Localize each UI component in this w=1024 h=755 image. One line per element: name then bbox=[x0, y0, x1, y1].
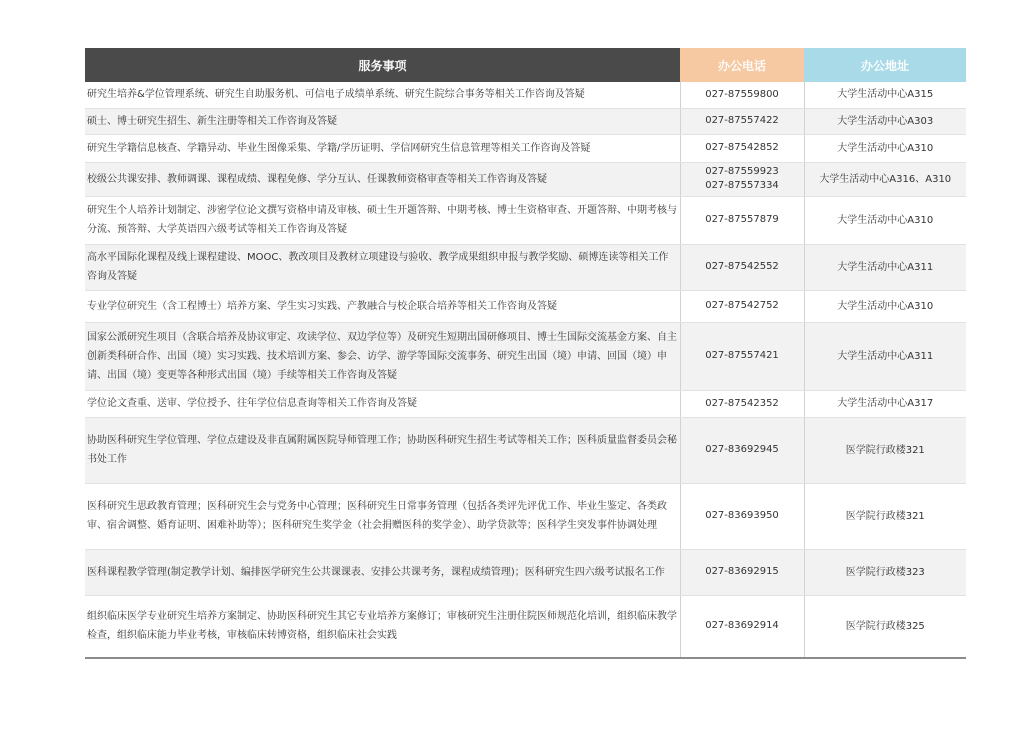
address-cell: 大学生活动中心A311 bbox=[804, 244, 966, 290]
table-row bbox=[85, 290, 966, 322]
address-cell: 大学生活动中心A310 bbox=[804, 290, 966, 322]
phone-cell bbox=[680, 82, 804, 108]
address-cell: 医学院行政楼325 bbox=[804, 595, 966, 658]
table-row bbox=[85, 549, 966, 595]
phone-cell bbox=[680, 134, 804, 162]
table-body bbox=[85, 82, 966, 658]
phone-cell bbox=[680, 290, 804, 322]
table-row bbox=[85, 134, 966, 162]
service-cell: 国家公派研究生项目（含联合培养及协议审定、攻读学位、双边学位等）及研究生短期出国研修项目、博士生国际交流基金方案、自主创新类科研合作、出国（境）实习实践、技术培训方案、参会、访学、游学等国际交流事务、研究生出国（境）申请、回国（境）申请、出国（境）变更等各种形式出国（境）手续等相关工作咨询及答疑 bbox=[85, 322, 680, 390]
phone-number: 027-87559800 bbox=[705, 88, 779, 100]
service-cell: 研究生个人培养计划制定、涉密学位论文撰写资格申请及审核、硕士生开题答辩、中期考核、博士生资格审查、开题答辩、中期考核与分流、预答辩、大学英语四六级考试等相关工作咨询及答疑 bbox=[85, 196, 680, 244]
phone-cell bbox=[680, 244, 804, 290]
phone-number: 027-87542552 bbox=[705, 261, 779, 272]
phone-cell bbox=[680, 595, 804, 658]
phone-cell bbox=[680, 549, 804, 595]
phone-cell bbox=[680, 196, 804, 244]
address-cell: 大学生活动中心A303 bbox=[804, 108, 966, 134]
service-cell: 医科课程教学管理(制定教学计划、编排医学研究生公共课课表、安排公共课考务，课程成绩管理)；医科研究生四六级考试报名工作 bbox=[85, 549, 680, 595]
address-cell: 大学生活动中心A310 bbox=[804, 196, 966, 244]
phone-cell bbox=[680, 390, 804, 417]
service-cell: 高水平国际化课程及线上课程建设、MOOC、教改项目及教材立项建设与验收、教学成果组织申报与教学奖励、硕博连读等相关工作咨询及答疑 bbox=[85, 244, 680, 290]
service-cell: 协助医科研究生学位管理、学位点建设及非直属附属医院导师管理工作；协助医科研究生招生考试等相关工作；医科质量监督委员会秘书处工作 bbox=[85, 417, 680, 483]
table-row bbox=[85, 390, 966, 417]
address-cell: 医学院行政楼321 bbox=[804, 417, 966, 483]
table-row bbox=[85, 322, 966, 390]
address-cell: 医学院行政楼323 bbox=[804, 549, 966, 595]
service-cell: 研究生培养&学位管理系统、研究生自助服务机、可信电子成绩单系统、研究生院综合事务等相关工作咨询及答疑 bbox=[85, 82, 680, 108]
service-cell: 校级公共课安排、教师调课、课程成绩、课程免修、学分互认、任课教师资格审查等相关工作咨询及答疑 bbox=[85, 162, 680, 196]
phone-number: 027-83692915 bbox=[705, 566, 779, 577]
table-row bbox=[85, 244, 966, 290]
table-row bbox=[85, 82, 966, 108]
table-row bbox=[85, 483, 966, 549]
phone-cell bbox=[680, 483, 804, 549]
header-service: 服务事项 bbox=[85, 48, 680, 82]
phone-number: 027-83692914 bbox=[705, 620, 779, 632]
phone-cell bbox=[680, 162, 804, 196]
phone-number: 027-87542352 bbox=[705, 397, 779, 409]
phone-cell bbox=[680, 108, 804, 134]
header-row bbox=[85, 48, 966, 82]
service-cell: 组织临床医学专业研究生培养方案制定、协助医科研究生其它专业培养方案修订；审核研究生注册住院医师规范化培训，组织临床教学检查，组织临床能力毕业考核，审核临床转博资格，组织临床社会实践 bbox=[85, 595, 680, 658]
table-row bbox=[85, 162, 966, 196]
phone-number: 027-83693950 bbox=[705, 510, 779, 521]
service-cell: 学位论文查重、送审、学位授予、往年学位信息查询等相关工作咨询及答疑 bbox=[85, 390, 680, 417]
service-cell: 医科研究生思政教育管理；医科研究生会与党务中心管理；医科研究生日常事务管理（包括各类评先评优工作、毕业生鉴定、各类政审、宿舍调整、婚育证明、困难补助等）；医科研究生奖学金（社会捐赠医科的奖学金）、助学贷款等；医科学生突发事件协调处理 bbox=[85, 483, 680, 549]
service-cell: 硕士、博士研究生招生、新生注册等相关工作咨询及答疑 bbox=[85, 108, 680, 134]
phone-number: 027-87542852 bbox=[705, 142, 779, 153]
phone-number: 027-87557879 bbox=[705, 214, 779, 225]
phone-number: 027-87557421 bbox=[705, 350, 779, 361]
phone-number: 027-87557334 bbox=[705, 180, 779, 191]
phone-number: 027-87557422 bbox=[705, 115, 779, 126]
service-cell: 专业学位研究生（含工程博士）培养方案、学生实习实践、产教融合与校企联合培养等相关工作咨询及答疑 bbox=[85, 290, 680, 322]
phone-number: 027-87542752 bbox=[705, 300, 779, 311]
address-cell: 大学生活动中心A317 bbox=[804, 390, 966, 417]
table-row bbox=[85, 108, 966, 134]
address-cell: 大学生活动中心A315 bbox=[804, 82, 966, 108]
table-row bbox=[85, 595, 966, 658]
address-cell: 大学生活动中心A310 bbox=[804, 134, 966, 162]
phone-cell bbox=[680, 322, 804, 390]
address-cell: 大学生活动中心A316、A310 bbox=[804, 162, 966, 196]
header-phone: 办公电话 bbox=[680, 48, 804, 82]
address-cell: 医学院行政楼321 bbox=[804, 483, 966, 549]
service-contact-table bbox=[85, 48, 966, 659]
table-row bbox=[85, 196, 966, 244]
table-header bbox=[85, 48, 966, 82]
phone-number: 027-83692945 bbox=[705, 444, 779, 455]
service-cell: 研究生学籍信息核查、学籍异动、毕业生图像采集、学籍/学历证明、学信网研究生信息管理等相关工作咨询及答疑 bbox=[85, 134, 680, 162]
service-contact-table-container bbox=[85, 48, 966, 659]
table-row bbox=[85, 417, 966, 483]
phone-cell bbox=[680, 417, 804, 483]
header-address: 办公地址 bbox=[804, 48, 966, 82]
phone-number: 027-87559923 bbox=[705, 166, 779, 177]
address-cell: 大学生活动中心A311 bbox=[804, 322, 966, 390]
